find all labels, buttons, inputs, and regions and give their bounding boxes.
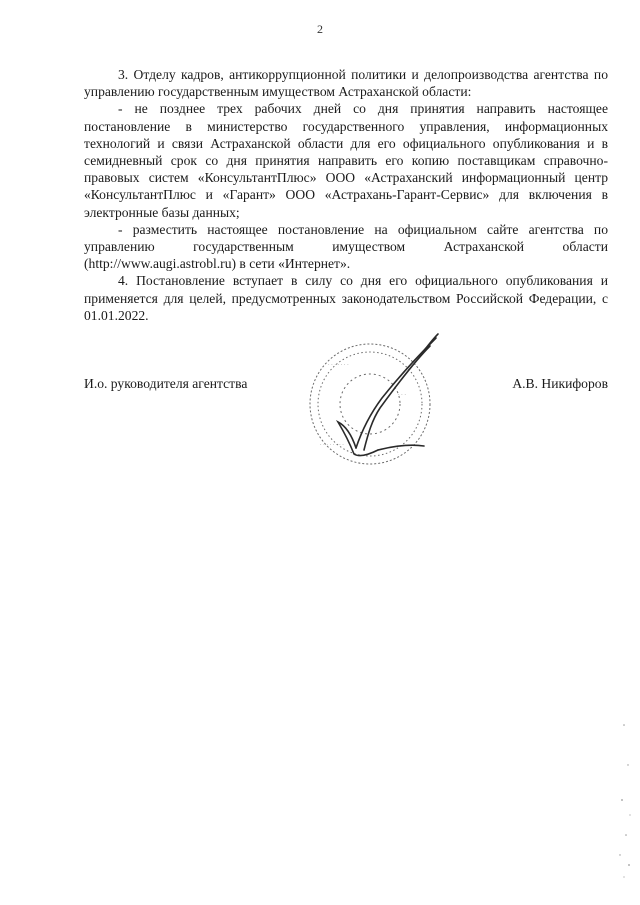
paragraph-sub-website: - разместить настоящее постановление на официальном сайте агентства по управлению государственным имуществом Астраханской области (http://www.augi.astrobl.ru) в сети «Интернет». [84,221,608,272]
document-body [84,66,608,324]
paragraph-item-3: 3. Отделу кадров, антикоррупционной политики и делопроизводства агентства по управлению государственным имуществом Астраханской области: [84,67,608,100]
scan-noise-icon [594,705,634,885]
signer-position: И.о. руководителя агентства [84,376,248,391]
page-number: 2 [317,22,323,36]
paragraph-item-4: 4. Постановление вступает в силу со дня его официального опубликования и применяется для целей, предусмотренных законодательством Российской Федерации, с 01.01.2022. [84,273,608,323]
svg-text:· · · · · · · ·: · · · · · · · · [320,442,344,448]
paragraph-sub-publication: - не позднее трех рабочих дней со дня принятия направить настоящее постановление в министерство государственного управления, информационных технологий и связи Астраханской области для его официального опубликования и в семидневный срок со дня принятия направить его копию поставщикам справочно-правовых систем «КонсультантПлюс» ООО «Астраханский информационный центр «КонсультантПлюс и «Гарант» ООО «Астрахань-Гарант-Сервис» для включения в электронные базы данных; [84,101,608,220]
seal-stamp-icon [298,326,448,476]
svg-text:· · · · · · ·: · · · · · · · [328,362,349,368]
signer-name: А.В. Никифоров [512,376,608,391]
svg-text:· · ·: · · · [398,392,406,398]
